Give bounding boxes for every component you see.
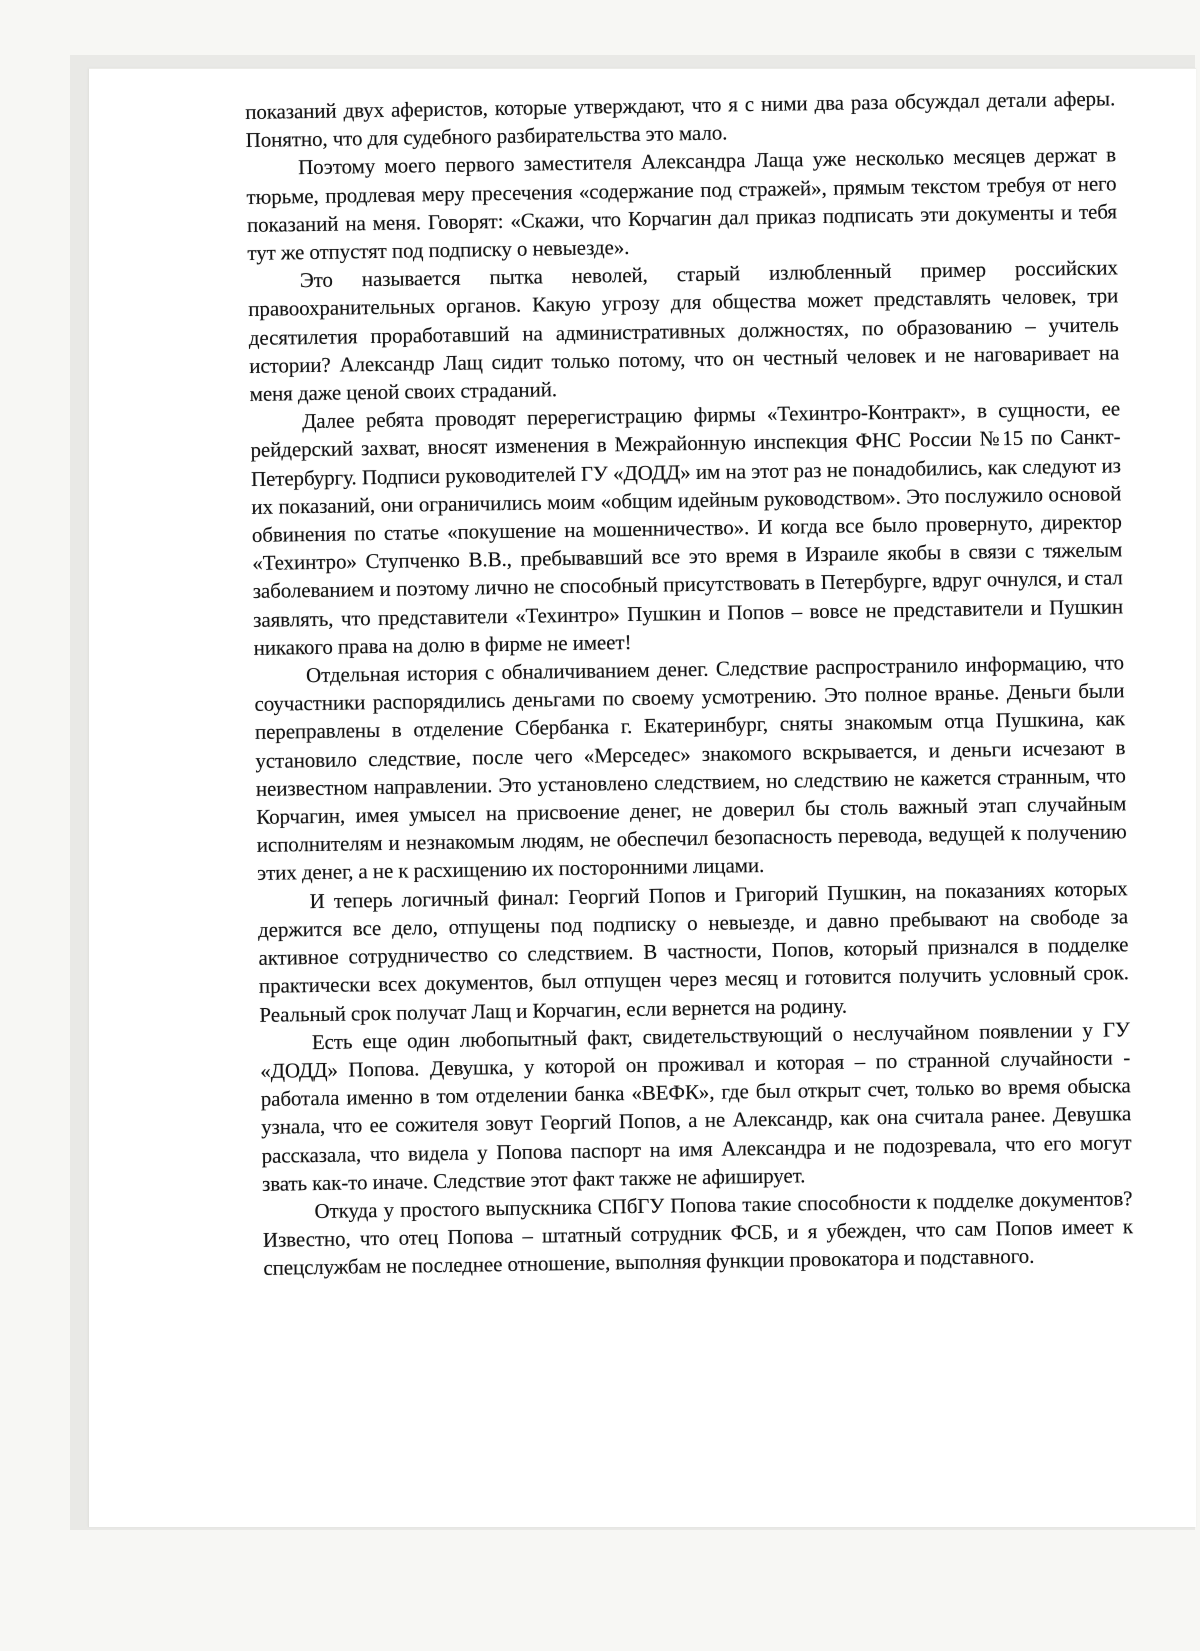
paragraph-4: Далее ребята проводят перерегистрацию фирмы «Техинтро-Контракт», в сущности, ее рейдерский захват, вносят изменения в Межрайонную инспекция ФНС России №15 по Санкт-Петербургу. Подписи руководителей ГУ «ДОДД» им на этот раз не понадобились, как следуют из их показаний, они ограничились моим «общим идейным руководством». Это послужило основой обвинения по статье «покушение на мошенничество». И когда все было провернуто, директор «Техинтро» Ступченко В.В., пребывавший все это время в Израиле якобы в связи с тяжелым заболеванием и поэтому лично не способный присутствовать в Петербурге, вдруг очнулся, и стал заявлять, что представители «Техинтро» Пушкин и Попов – вовсе не представители и Пушкин никакого права на долю в фирме не имеет!	[250, 396, 1124, 660]
paragraph-3: Это называется пытка неволей, старый излюбленный пример российских правоохранительных органов. Какую угрозу для общества может представлять человек, три десятилетия проработавший на административных должностях, по образованию – учитель истории? Александр Лащ сидит только потому, что он честный человек и не наговаривает на меня даже ценой своих страданий.	[248, 255, 1120, 406]
paragraph-5: Отдельная история с обналичиванием денег. Следствие распространило информацию, что соучастники распорядились деньгами по своему усмотрению. Это полное вранье. Деньги были переправлены в отделение Сбербанка г. Екатеринбург, сняты знакомым отца Пушкина, как установило следствие, после чего «Мерседес» знакомого вскрывается, и деньги исчезают в неизвестном направлении. Это установлено следствием, но следствию не кажется странным, что Корчагин, имея умысел на присвоение денег, не доверил бы столь важный этап случайным исполнителям и незнакомым людям, не обеспечил безопасность перевода, ведущей к получению этих денег, а не к расхищению их посторонними лицами.	[254, 650, 1127, 886]
paragraph-1: показаний двух аферистов, которые утверждают, что я с ними два раза обсуждал детали аферы. Понятно, что для судебного разбирательства это мало.	[245, 86, 1116, 153]
paragraph-7: Есть еще один любопытный факт, свидетельствующий о неслучайном появлении у ГУ «ДОДД» Попова. Девушка, у которой он проживал и которая – по странной случайности - работала именно в том отделении банка «ВЕФК», где был открыт счет, только во время обыска узнала, что ее сожителя зовут Георгий Попов, а не Александр, как она считала ранее. Девушка рассказала, что видела у Попова паспорт на имя Александра и не подозревала, что его могут звать как-то иначе. Следствие этот факт также не афиширует.	[260, 1016, 1132, 1196]
paragraph-8: Откуда у простого выпускника СПбГУ Попова такие способности к подделке документов? Известно, что отец Попова – штатный сотрудник ФСБ, и я убежден, что сам Попов имеет к спецслужбам не последнее отношение, выполняя функции провокатора и подставного.	[262, 1186, 1134, 1281]
paragraph-2: Поэтому моего первого заместителя Александра Лаща уже несколько месяцев держат в тюрьме, продлевая меру пресечения «содержание под стражей», прямым текстом требуя от него показаний на меня. Говорят: «Скажи, что Корчагин дал приказ подписать эти документы и тебя тут же отпустят под подписку о невыезде».	[246, 142, 1118, 265]
paragraph-6: И теперь логичный финал: Георгий Попов и Григорий Пушкин, на показаниях которых держится все дело, отпущены под подписку о невыезде, и давно пребывают на свободе за активное сотрудничество со следствием. В частности, Попов, который признался в подделке практически всех документов, был отпущен через месяц и готовится получить условный срок. Реальный срок получат Лащ и Корчагин, если вернется на родину.	[257, 875, 1130, 1027]
document-body	[245, 84, 1133, 1282]
